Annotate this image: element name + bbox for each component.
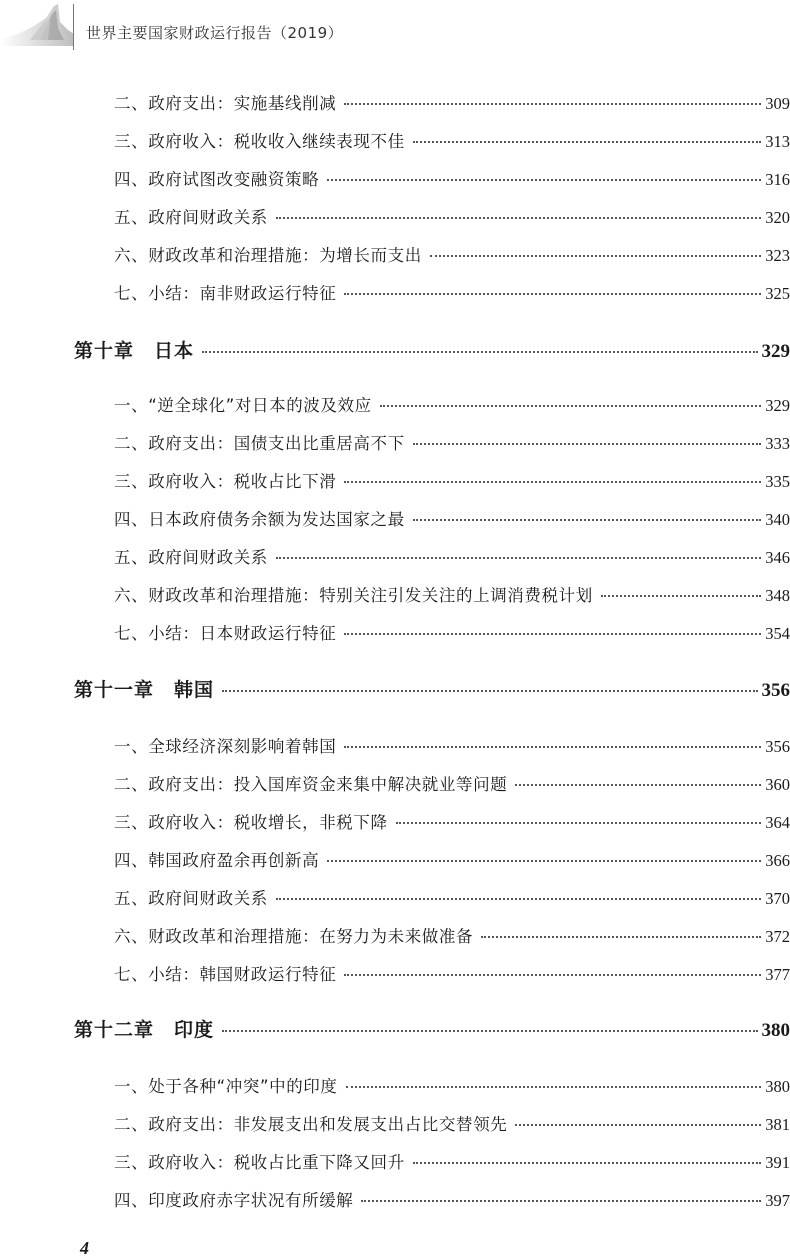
dot-leader bbox=[380, 405, 762, 407]
toc-entry[interactable] bbox=[114, 506, 790, 530]
entry-title: 二、政府支出：投入国库资金来集中解决就业等问题 bbox=[114, 771, 507, 795]
toc-entry[interactable] bbox=[114, 809, 790, 833]
dot-leader bbox=[413, 1162, 762, 1164]
dot-leader bbox=[222, 690, 757, 692]
entry-title: 四、日本政府债务余额为发达国家之最 bbox=[114, 506, 405, 530]
dot-leader bbox=[344, 633, 761, 635]
toc-entry[interactable] bbox=[114, 1073, 790, 1097]
entry-title: 五、政府间财政关系 bbox=[114, 204, 268, 228]
entry-title: 一、处于各种“冲突”中的印度 bbox=[114, 1073, 338, 1097]
dot-leader bbox=[344, 746, 761, 748]
toc-entry[interactable] bbox=[114, 468, 790, 492]
toc-chapter[interactable] bbox=[74, 336, 790, 363]
entry-page-number: 370 bbox=[765, 889, 790, 909]
toc-entry[interactable] bbox=[114, 1187, 790, 1211]
entry-title: 四、韩国政府盈余再创新高 bbox=[114, 847, 319, 871]
entry-page-number: 397 bbox=[765, 1191, 790, 1211]
entry-page-number: 360 bbox=[765, 775, 790, 795]
dot-leader bbox=[515, 1124, 761, 1126]
chapter-title: 第十二章 印度 bbox=[74, 1015, 214, 1042]
entry-title: 五、政府间财政关系 bbox=[114, 885, 268, 909]
toc-entry[interactable] bbox=[114, 771, 790, 795]
entry-title: 六、财政改革和治理措施：特别关注引发关注的上调消费税计划 bbox=[114, 582, 593, 606]
entry-title: 七、小结：南非财政运行特征 bbox=[114, 280, 336, 304]
entry-title: 二、政府支出：国债支出比重居高不下 bbox=[114, 430, 405, 454]
entry-page-number: 333 bbox=[765, 434, 790, 454]
toc-entry[interactable] bbox=[114, 242, 790, 266]
toc-entry[interactable] bbox=[114, 392, 790, 416]
toc-chapter[interactable] bbox=[74, 675, 790, 702]
toc-chapter[interactable] bbox=[74, 1015, 790, 1042]
dot-leader bbox=[327, 860, 761, 862]
entry-title: 三、政府收入：税收收入继续表现不佳 bbox=[114, 128, 405, 152]
dot-leader bbox=[327, 179, 761, 181]
toc-entry[interactable] bbox=[114, 1111, 790, 1135]
toc-entry[interactable] bbox=[114, 620, 790, 644]
toc-entry[interactable] bbox=[114, 280, 790, 304]
entry-page-number: 380 bbox=[765, 1077, 790, 1097]
running-header bbox=[0, 0, 790, 56]
toc-entry[interactable] bbox=[114, 923, 790, 947]
entry-page-number: 377 bbox=[765, 965, 790, 985]
entry-page-number: 313 bbox=[765, 132, 790, 152]
entry-page-number: 380 bbox=[762, 1020, 790, 1042]
toc-entry[interactable] bbox=[114, 128, 790, 152]
toc-entry[interactable] bbox=[114, 430, 790, 454]
entry-page-number: 329 bbox=[765, 396, 790, 416]
dot-leader bbox=[276, 557, 761, 559]
toc-entry[interactable] bbox=[114, 90, 790, 114]
dot-leader bbox=[344, 974, 761, 976]
dot-leader bbox=[515, 784, 761, 786]
dot-leader bbox=[413, 141, 762, 143]
book-title: 世界主要国家财政运行报告（2019） bbox=[86, 22, 343, 43]
dot-leader bbox=[202, 351, 757, 353]
entry-page-number: 372 bbox=[765, 927, 790, 947]
entry-page-number: 316 bbox=[765, 170, 790, 190]
entry-page-number: 340 bbox=[765, 510, 790, 530]
toc-entry[interactable] bbox=[114, 544, 790, 568]
chapter-title: 第十一章 韩国 bbox=[74, 675, 214, 702]
dot-leader bbox=[346, 1086, 762, 1088]
entry-page-number: 391 bbox=[765, 1153, 790, 1173]
entry-page-number: 366 bbox=[765, 851, 790, 871]
toc-entry[interactable] bbox=[114, 1149, 790, 1173]
dot-leader bbox=[222, 1030, 757, 1032]
entry-page-number: 356 bbox=[762, 680, 790, 702]
dot-leader bbox=[413, 519, 762, 521]
mountain-logo-icon bbox=[0, 0, 74, 54]
entry-title: 六、财政改革和治理措施：在努力为未来做准备 bbox=[114, 923, 473, 947]
entry-title: 七、小结：韩国财政运行特征 bbox=[114, 961, 336, 985]
page-number: 4 bbox=[80, 1238, 89, 1259]
toc-entry[interactable] bbox=[114, 847, 790, 871]
header-divider bbox=[73, 4, 74, 50]
entry-page-number: 346 bbox=[765, 548, 790, 568]
dot-leader bbox=[481, 936, 761, 938]
dot-leader bbox=[601, 595, 761, 597]
entry-page-number: 364 bbox=[765, 813, 790, 833]
entry-title: 三、政府收入：税收增长，非税下降 bbox=[114, 809, 388, 833]
entry-page-number: 309 bbox=[765, 94, 790, 114]
entry-title: 七、小结：日本财政运行特征 bbox=[114, 620, 336, 644]
entry-title: 二、政府支出：非发展支出和发展支出占比交替领先 bbox=[114, 1111, 507, 1135]
dot-leader bbox=[344, 293, 761, 295]
entry-title: 四、印度政府赤字状况有所缓解 bbox=[114, 1187, 353, 1211]
entry-title: 五、政府间财政关系 bbox=[114, 544, 268, 568]
toc-entry[interactable] bbox=[114, 166, 790, 190]
entry-page-number: 356 bbox=[765, 737, 790, 757]
entry-page-number: 329 bbox=[762, 341, 790, 363]
entry-page-number: 348 bbox=[765, 586, 790, 606]
chapter-title: 第十章 日本 bbox=[74, 336, 194, 363]
toc-entry[interactable] bbox=[114, 885, 790, 909]
entry-page-number: 335 bbox=[765, 472, 790, 492]
entry-page-number: 320 bbox=[765, 208, 790, 228]
toc-entry[interactable] bbox=[114, 582, 790, 606]
dot-leader bbox=[276, 217, 761, 219]
entry-title: 一、全球经济深刻影响着韩国 bbox=[114, 733, 336, 757]
entry-title: 二、政府支出：实施基线削减 bbox=[114, 90, 336, 114]
dot-leader bbox=[344, 103, 761, 105]
dot-leader bbox=[276, 898, 761, 900]
toc-entry[interactable] bbox=[114, 733, 790, 757]
toc-entry[interactable] bbox=[114, 204, 790, 228]
entry-page-number: 354 bbox=[765, 624, 790, 644]
dot-leader bbox=[361, 1200, 761, 1202]
dot-leader bbox=[396, 822, 762, 824]
dot-leader bbox=[430, 255, 761, 257]
entry-page-number: 325 bbox=[765, 284, 790, 304]
entry-title: 三、政府收入：税收占比重下降又回升 bbox=[114, 1149, 405, 1173]
entry-title: 三、政府收入：税收占比下滑 bbox=[114, 468, 336, 492]
entry-title: 一、“逆全球化”对日本的波及效应 bbox=[114, 392, 372, 416]
toc-entry[interactable] bbox=[114, 961, 790, 985]
entry-page-number: 323 bbox=[765, 246, 790, 266]
entry-page-number: 381 bbox=[765, 1115, 790, 1135]
dot-leader bbox=[413, 443, 762, 445]
dot-leader bbox=[344, 481, 761, 483]
entry-title: 四、政府试图改变融资策略 bbox=[114, 166, 319, 190]
entry-title: 六、财政改革和治理措施：为增长而支出 bbox=[114, 242, 422, 266]
